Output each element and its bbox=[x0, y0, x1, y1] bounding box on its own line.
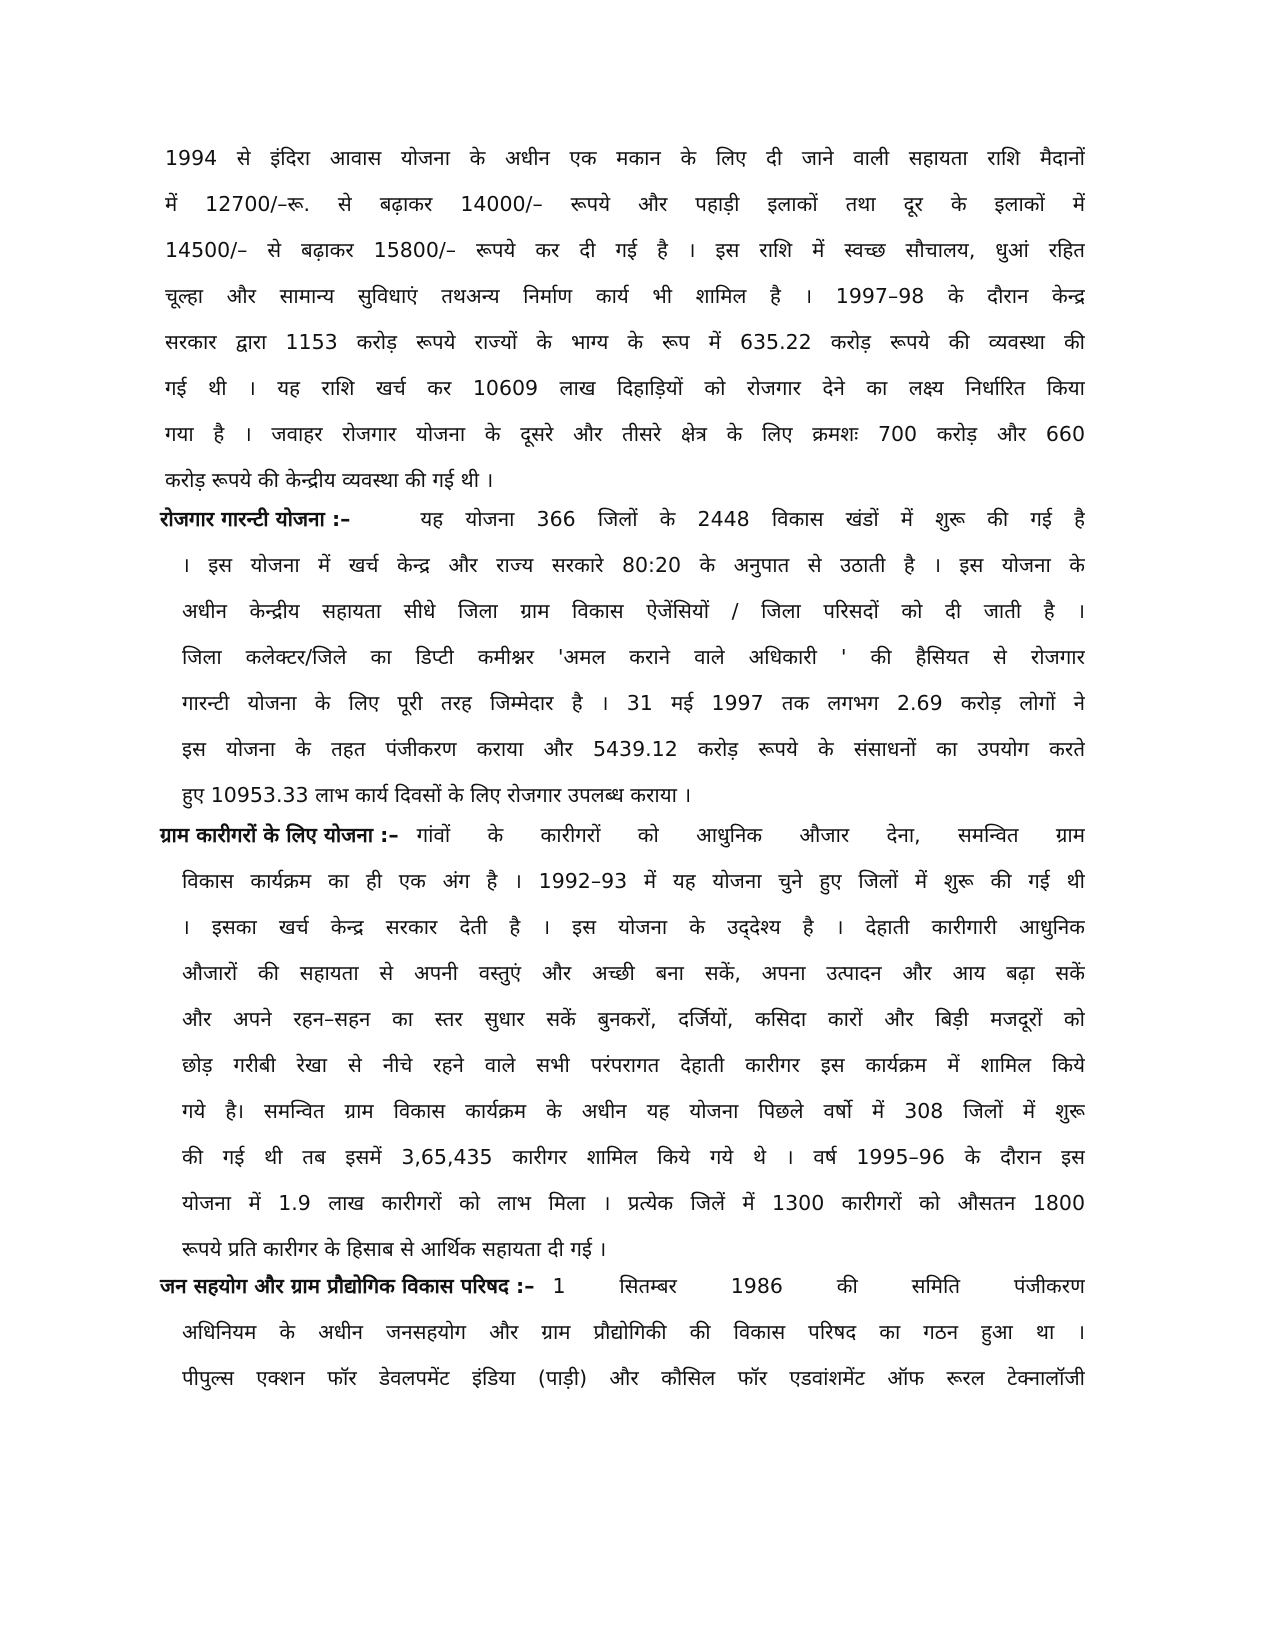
text-line: यह योजना 366 जिलों के 2448 विकास खंडों में शुरू की गई है bbox=[420, 507, 1085, 531]
section-gram-karigar bbox=[160, 812, 1085, 1272]
section-body bbox=[160, 1309, 1085, 1401]
text-line: गई थी । यह राशि खर्च कर 10609 लाख दिहाड़ियों को रोजगार देने का लक्ष्य निर्धारित किया bbox=[165, 376, 1085, 400]
section-heading: रोजगार गारन्टी योजना :– bbox=[160, 507, 351, 531]
section-body bbox=[160, 858, 1085, 1272]
text-line: गये है। समन्वित ग्राम विकास कार्यक्रम के अधीन यह योजना पिछले वर्षो में 308 जिलों में शुरू bbox=[182, 1099, 1085, 1123]
section-heading-line bbox=[160, 1263, 1085, 1309]
text-line: में 12700/–रू. से बढ़ाकर 14000/– रूपये और पहाड़ी इलाकों तथा दूर के इलाकों में bbox=[165, 192, 1085, 216]
text-line: जिला कलेक्टर/जिले का डिप्टी कमीश्नर 'अमल कराने वाले अधिकारी ' की हैसियत से रोजगार bbox=[182, 645, 1085, 669]
text-line: 1 सितम्बर 1986 की समिति पंजीकरण bbox=[552, 1274, 1085, 1298]
section-heading: जन सहयोग और ग्राम प्रौद्योगिक विकास परिषद :– bbox=[160, 1274, 535, 1298]
section-body bbox=[160, 542, 1085, 818]
text-line: अधीन केन्द्रीय सहायता सीधे जिला ग्राम विकास ऐजेंसियों / जिला परिसदों को दी जाती है । bbox=[182, 599, 1085, 623]
section-rozgar-guarantee bbox=[160, 496, 1085, 818]
text-line: विकास कार्यक्रम का ही एक अंग है । 1992–93 में यह योजना चुने हुए जिलों में शुरू की गई थी bbox=[182, 869, 1085, 893]
section-heading-line bbox=[160, 496, 1085, 542]
intro-paragraph bbox=[165, 135, 1085, 503]
text-line: योजना में 1.9 लाख कारीगरों को लाभ मिला । प्रत्येक जिलें में 1300 कारीगरों को औसतन 1800 bbox=[182, 1191, 1085, 1215]
section-jan-sahyog bbox=[160, 1263, 1085, 1401]
text-line: गारन्टी योजना के लिए पूरी तरह जिम्मेदार है । 31 मई 1997 तक लगभग 2.69 करोड़ लोगों ने bbox=[182, 691, 1085, 715]
text-line: सरकार द्वारा 1153 करोड़ रूपये राज्यों के भाग्य के रूप में 635.22 करोड़ रूपये की व्यवस्था की bbox=[165, 330, 1085, 354]
text-line: छोड़ गरीबी रेखा से नीचे रहने वाले सभी परंपरागत देहाती कारीगर इस कार्यक्रम में शामिल किये bbox=[182, 1053, 1085, 1077]
text-line: गया है । जवाहर रोजगार योजना के दूसरे और तीसरे क्षेत्र के लिए क्रमशः 700 करोड़ और 660 bbox=[165, 422, 1085, 446]
text-line: की गई थी तब इसमें 3,65,435 कारीगर शामिल किये गये थे । वर्ष 1995–96 के दौरान इस bbox=[182, 1145, 1085, 1169]
text-line: रूपये प्रति कारीगर के हिसाब से आर्थिक सहायता दी गई । bbox=[182, 1237, 607, 1261]
text-line: चूल्हा और सामान्य सुविधाएं तथअन्य निर्माण कार्य भी शामिल है । 1997–98 के दौरान केन्द्र bbox=[165, 284, 1085, 308]
text-line: और अपने रहन–सहन का स्तर सुधार सकें बुनकरों, दर्जियों, कसिदा कारों और बिड़ी मजदूरों को bbox=[182, 1007, 1085, 1031]
text-line: करोड़ रूपये की केन्द्रीय व्यवस्था की गई थी । bbox=[165, 468, 494, 492]
text-line: । इस योजना में खर्च केन्द्र और राज्य सरकारे 80:20 के अनुपात से उठाती है । इस योजना के bbox=[182, 553, 1085, 577]
text-line: । इसका खर्च केन्द्र सरकार देती है । इस योजना के उद्‌देश्य है । देहाती कारीगारी आधुनिक bbox=[182, 915, 1085, 939]
text-line: 14500/– से बढ़ाकर 15800/– रूपये कर दी गई है । इस राशि में स्वच्छ सौचालय, धुआं रहित bbox=[165, 238, 1085, 262]
text-line: 1994 से इंदिरा आवास योजना के अधीन एक मकान के लिए दी जाने वाली सहायता राशि मैदानों bbox=[165, 146, 1085, 170]
text-line: इस योजना के तहत पंजीकरण कराया और 5439.12 करोड़ रूपये के संसाधनों का उपयोग करते bbox=[182, 737, 1085, 761]
text-line: अधिनियम के अधीन जनसहयोग और ग्राम प्रौद्योगिकी की विकास परिषद का गठन हुआ था । bbox=[182, 1320, 1085, 1344]
text-line: हुए 10953.33 लाभ कार्य दिवसों के लिए रोजगार उपलब्ध कराया । bbox=[182, 783, 692, 807]
text-line: पीपुल्स एक्शन फॉर डेवलपमेंट इंडिया (पाड़ी) और कौसिल फॉर एडवांशमेंट ऑफ रूरल टेक्नालॉजी bbox=[182, 1366, 1085, 1390]
section-heading-line bbox=[160, 812, 1085, 858]
section-heading: ग्राम कारीगरों के लिए योजना :– bbox=[160, 823, 399, 847]
text-line: औजारों की सहायता से अपनी वस्तुएं और अच्छी बना सकें, अपना उत्पादन और आय बढ़ा सकें bbox=[182, 961, 1085, 985]
text-line: गांवों के कारीगरों को आधुनिक औजार देना, समन्वित ग्राम bbox=[416, 823, 1085, 847]
